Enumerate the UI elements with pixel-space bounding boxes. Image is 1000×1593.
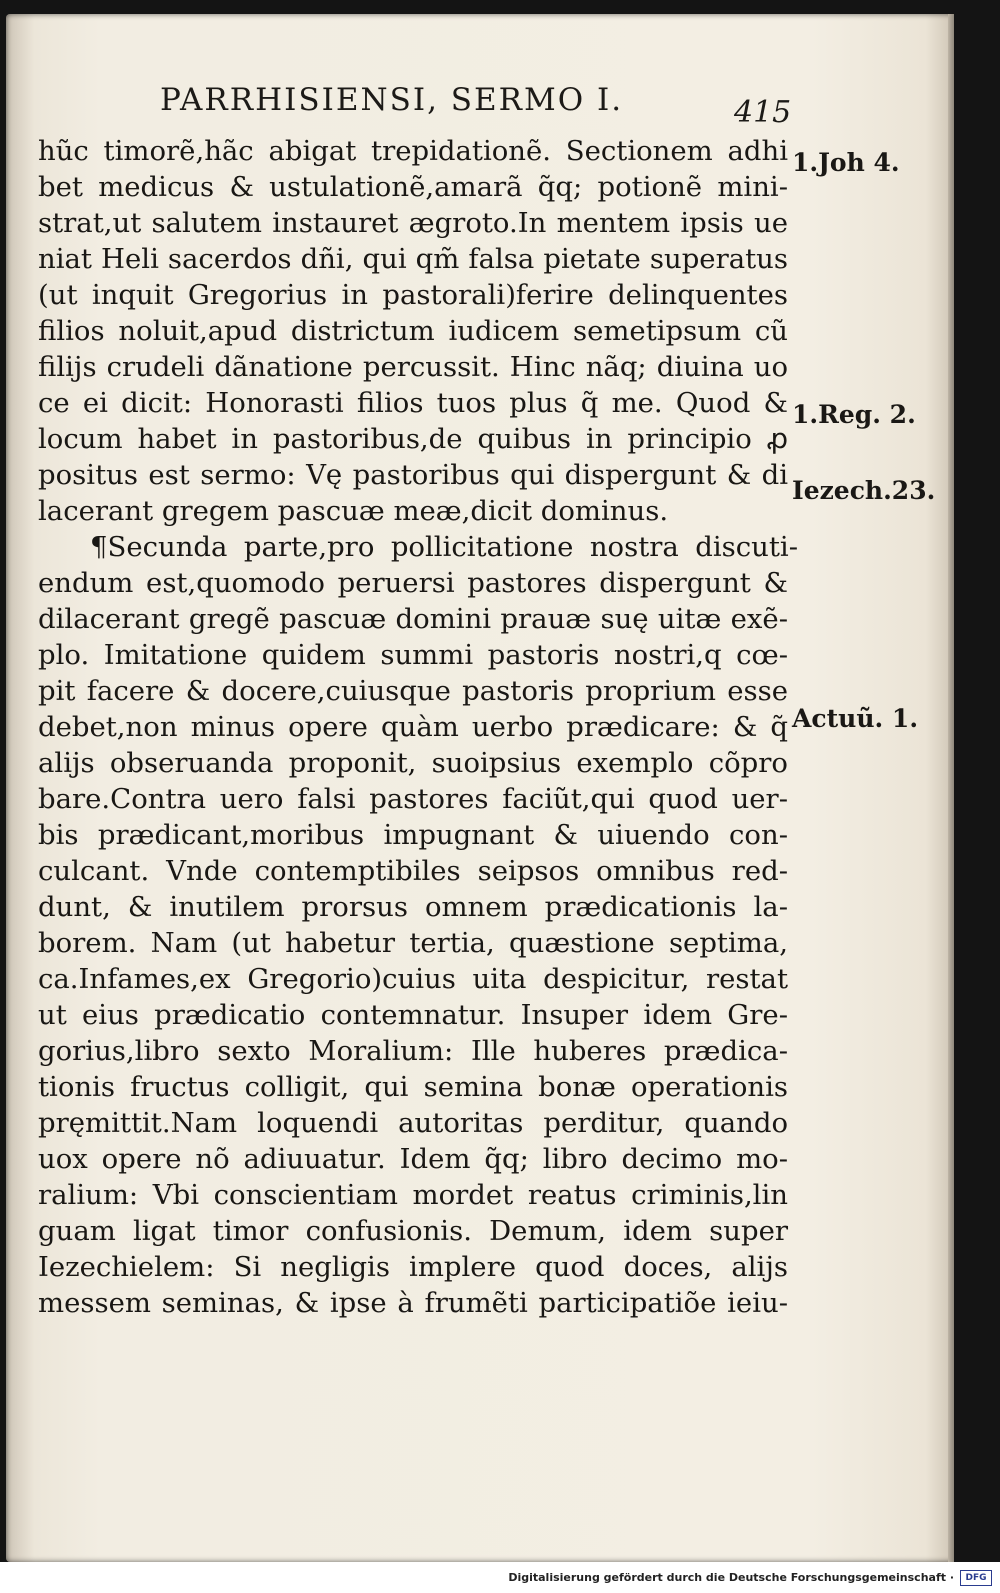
text-line: ralium: Vbi conscientiam mordet reatus criminis,lin bbox=[38, 1179, 788, 1211]
text-line: messem seminas, & ipse à frumẽti participatiõe ieiu- bbox=[38, 1287, 788, 1319]
funding-credit: Digitalisierung gefördert durch die Deutsche Forschungsgemeinschaft · bbox=[508, 1571, 954, 1584]
text-line: pręmittit.Nam loquendi autoritas perditur, quando bbox=[38, 1107, 788, 1139]
text-line: plo. Imitatione quidem summi pastoris nostri,q cœ- bbox=[38, 639, 788, 671]
text-line: borem. Nam (ut habetur tertia, quæstione septima, bbox=[38, 927, 788, 959]
dfg-logo: DFG bbox=[960, 1570, 992, 1586]
running-title: PARRHISIENSI, SERMO I. bbox=[160, 82, 624, 118]
text-line: lacerant gregem pascuæ meæ,dicit dominus. bbox=[38, 495, 669, 527]
text-line: hũc timorẽ,hãc abigat trepidationẽ. Sectionem adhi bbox=[38, 135, 788, 167]
text-line: uox opere nõ adiuuatur. Idem q̃q; libro decimo mo- bbox=[38, 1143, 788, 1175]
text-line: culcant. Vnde contemptibiles seipsos omnibus red- bbox=[38, 855, 788, 887]
page-number: 415 bbox=[734, 95, 792, 130]
text-line: gorius,libro sexto Moralium: Ille huberes prædica- bbox=[38, 1035, 788, 1067]
text-line: locum habet in pastoribus,de quibus in principio ꝓ bbox=[38, 423, 788, 455]
marginal-note: Actuũ. 1. bbox=[792, 704, 919, 733]
text-line: bis prædicant,moribus impugnant & uiuendo con- bbox=[38, 819, 788, 851]
text-line: strat,ut salutem instauret ægroto.In mentem ipsis ue bbox=[38, 207, 788, 239]
text-line: pit facere & docere,cuiusque pastoris proprium esse bbox=[38, 675, 788, 707]
footer-bar bbox=[0, 1562, 1000, 1593]
text-line: ut eius prædicatio contemnatur. Insuper idem Gre- bbox=[38, 999, 788, 1031]
text-line: positus est sermo: Vę pastoribus qui dispergunt & di bbox=[38, 459, 788, 491]
text-line: debet,non minus opere quàm uerbo prædicare: & q̃ bbox=[38, 711, 788, 743]
marginal-note: 1.Joh 4. bbox=[792, 148, 900, 177]
text-line: alijs obseruanda proponit, suoipsius exemplo cõpro bbox=[38, 747, 788, 779]
text-line: filijs crudeli dãnatione percussit. Hinc nãq; diuina uo bbox=[38, 351, 788, 383]
marginal-note: 1.Reg. 2. bbox=[792, 400, 916, 429]
text-line: endum est,quomodo peruersi pastores dispergunt & bbox=[38, 567, 788, 599]
text-line: dunt, & inutilem prorsus omnem prædicationis la- bbox=[38, 891, 788, 923]
text-line: Iezechielem: Si negligis implere quod doces, alijs bbox=[38, 1251, 788, 1283]
text-line: niat Heli sacerdos dñi, qui qm̃ falsa pietate superatus bbox=[38, 243, 788, 275]
text-line: bare.Contra uero falsi pastores faciũt,qui quod uer- bbox=[38, 783, 788, 815]
text-line: tionis fructus colligit, qui semina bonæ operationis bbox=[38, 1071, 788, 1103]
page-edge bbox=[948, 14, 954, 1562]
text-line: ¶Secunda parte,pro pollicitatione nostra discuti- bbox=[90, 531, 798, 563]
text-line: (ut inquit Gregorius in pastorali)ferire delinquentes bbox=[38, 279, 788, 311]
text-line: ce ei dicit: Honorasti filios tuos plus q̃ me. Quod & bbox=[38, 387, 788, 419]
text-line: filios noluit,apud districtum iudicem semetipsum cũ bbox=[38, 315, 788, 347]
text-line: dilacerant gregẽ pascuæ domini prauæ suę uitæ exẽ- bbox=[38, 603, 788, 635]
text-line: guam ligat timor confusionis. Demum, idem super bbox=[38, 1215, 788, 1247]
marginal-note: Iezech.23. bbox=[792, 476, 936, 505]
text-line: bet medicus & ustulationẽ,amarã q̃q; potionẽ mini- bbox=[38, 171, 788, 203]
text-line: ca.Infames,ex Gregorio)cuius uita despicitur, restat bbox=[38, 963, 788, 995]
